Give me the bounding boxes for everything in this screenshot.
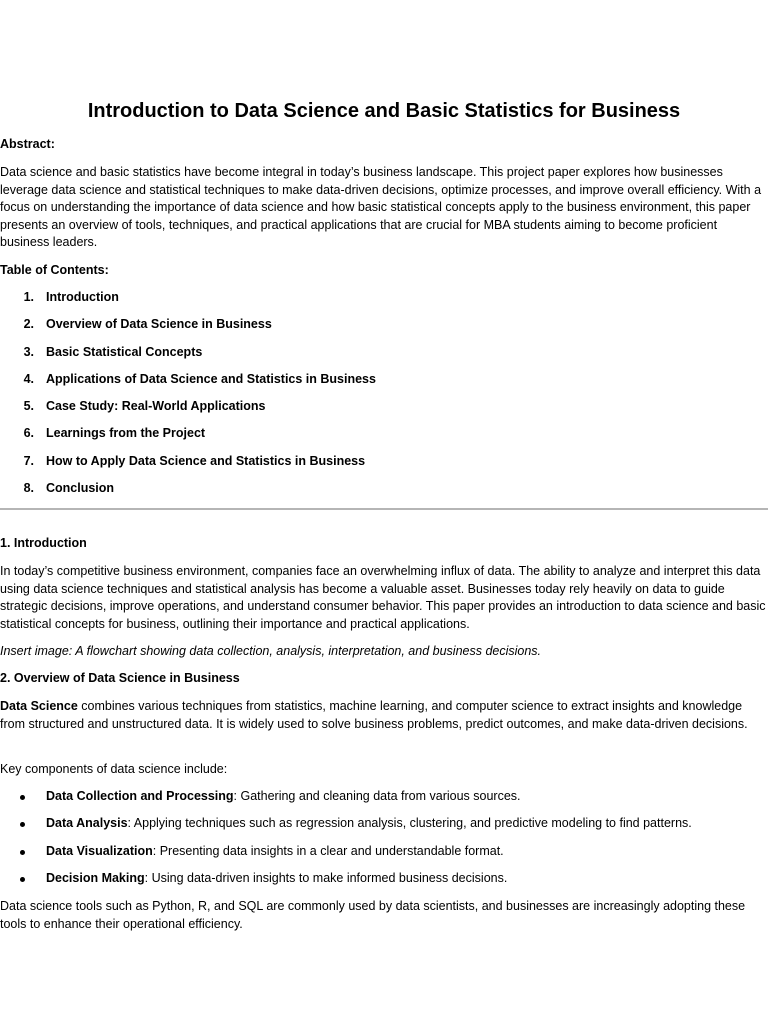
bullet-icon [20, 850, 25, 855]
toc-number: 6. [23, 426, 34, 440]
list-item-term: Decision Making [46, 871, 145, 885]
list-item-term: Data Analysis [46, 816, 128, 830]
list-item-text: : Applying techniques such as regression analysis, clustering, and predictive modeling to find patterns. [127, 816, 692, 830]
toc-label: Overview of Data Science in Business [46, 317, 272, 331]
document-title: Introduction to Data Science and Basic Statistics for Business [87, 100, 681, 122]
section-2-intro-paragraph [0, 698, 766, 733]
toc-number: 7. [23, 454, 34, 468]
toc-number: 4. [23, 372, 34, 386]
section-1-heading: 1. Introduction [0, 536, 87, 550]
toc-label: Introduction [46, 290, 119, 304]
toc-label: Basic Statistical Concepts [46, 345, 203, 359]
section-2-heading: 2. Overview of Data Science in Business [0, 671, 240, 685]
section-2-closing-paragraph: Data science tools such as Python, R, and SQL are commonly used by data scientists, and businesses are increasingly adopting these tools to enhance their operational efficiency. [0, 899, 746, 931]
list-item-text: : Presenting data insights in a clear and understandable format. [152, 844, 504, 858]
bullet-icon [20, 822, 25, 827]
toc-label: Learnings from the Project [46, 426, 206, 440]
toc-label: Conclusion [46, 481, 115, 495]
toc-label: How to Apply Data Science and Statistics in Business [46, 454, 366, 468]
list-item-text: : Gathering and cleaning data from various sources. [233, 789, 521, 803]
toc-number: 3. [23, 345, 34, 359]
toc-number: 5. [23, 399, 34, 413]
image-placeholder-note: Insert image: A flowchart showing data collection, analysis, interpretation, and business decisions. [0, 644, 542, 658]
data-science-definition: combines various techniques from statistics, machine learning, and computer science to extract insights and knowledge from structured and unstructured data. It is widely used to solve business problems, predict outcomes, and make data-driven decisions. [0, 699, 748, 731]
bullet-icon [20, 795, 25, 800]
section-divider [0, 508, 768, 510]
toc-number: 1. [23, 290, 34, 304]
components-lead: Key components of data science include: [0, 762, 228, 776]
toc-label: Case Study: Real-World Applications [46, 399, 266, 413]
list-item-text: : Using data-driven insights to make informed business decisions. [144, 871, 508, 885]
abstract-heading: Abstract: [0, 137, 55, 151]
toc-number: 2. [23, 317, 34, 331]
toc-heading: Table of Contents: [0, 263, 109, 277]
bullet-icon [20, 877, 25, 882]
list-item-term: Data Visualization [46, 844, 153, 858]
toc-label: Applications of Data Science and Statistics in Business [46, 372, 376, 386]
list-item-term: Data Collection and Processing [46, 789, 234, 803]
toc-number: 8. [23, 481, 34, 495]
abstract-paragraph: Data science and basic statistics have become integral in today’s business landscape. This project paper explores how businesses leverage data science and statistical techniques to make data-driven decisions, optimize processes, and improve overall efficiency. With a focus on understanding the importance of data science and how basic statistical concepts apply to the business environment, this paper presents an overview of tools, techniques, and practical applications that are crucial for MBA students aiming to become proficient business leaders. [0, 165, 762, 249]
section-1-paragraph: In today’s competitive business environment, companies face an overwhelming influx of data. The ability to analyze and interpret this data using data science techniques and statistical analysis has become a valuable asset. Businesses today rely heavily on data to guide strategic decisions, improve operations, and understand consumer behavior. This paper provides an introduction to data science and basic statistical concepts for business, outlining their importance and practical applications. [0, 564, 766, 631]
data-science-term: Data Science [0, 699, 78, 713]
